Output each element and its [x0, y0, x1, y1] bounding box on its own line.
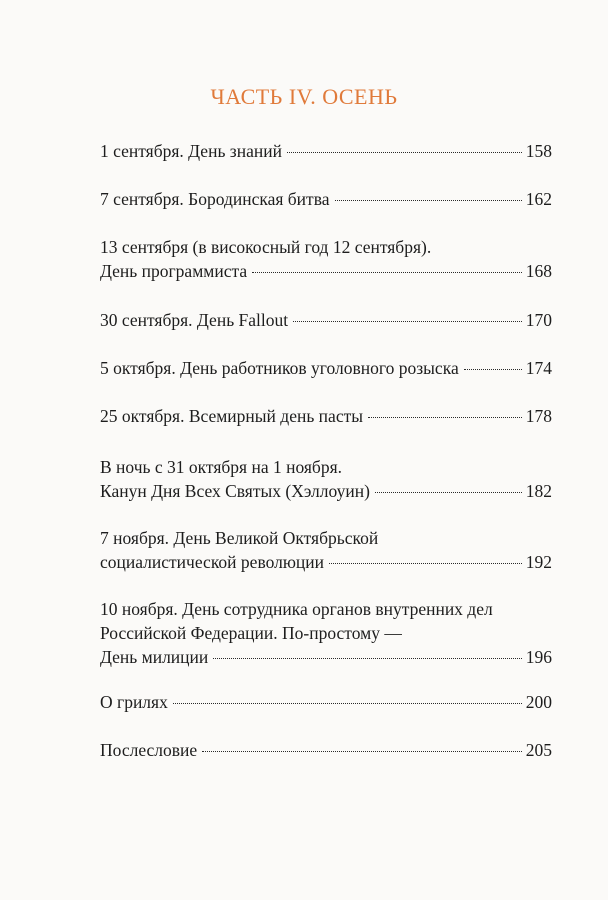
toc-entry-title: социалистической революции — [100, 552, 325, 572]
toc-entry — [100, 404, 552, 428]
toc-entry-title: 7 ноября. День Великой Октябрьской — [100, 528, 379, 548]
toc-entry — [100, 526, 552, 574]
toc-entry-title: 1 сентября. День знаний — [100, 141, 282, 161]
toc-page-number: 168 — [525, 261, 552, 281]
toc-entry-title: 7 сентября. Бородинская битва — [100, 189, 330, 209]
dot-leader — [335, 199, 522, 201]
toc-entry — [100, 187, 552, 211]
toc-entry-title: 30 сентября. День Fallout — [100, 310, 289, 330]
toc-page-number: 192 — [525, 552, 552, 572]
toc-entry-line — [100, 645, 552, 669]
toc-entry-title: О грилях — [100, 692, 168, 712]
toc-entry-line — [100, 235, 552, 259]
toc-entry-line — [100, 526, 552, 550]
toc-entry-line — [100, 187, 552, 211]
toc-page-number: 170 — [525, 310, 552, 330]
toc-entry-line — [100, 308, 552, 332]
dot-leader — [213, 657, 521, 659]
toc-entry-line — [100, 738, 552, 762]
toc-entry-line — [100, 690, 552, 714]
toc-entry-line — [100, 404, 552, 428]
toc-page-number: 174 — [525, 358, 552, 378]
toc-entry-title: Канун Дня Всех Святых (Хэллоуин) — [100, 481, 370, 501]
dot-leader — [202, 750, 522, 752]
toc-page-number: 158 — [525, 141, 552, 161]
toc-page-number: 162 — [525, 189, 552, 209]
toc-entry-title: 25 октября. Всемирный день пасты — [100, 406, 363, 426]
toc-entry — [100, 597, 552, 669]
dot-leader — [287, 151, 522, 153]
dot-leader — [368, 416, 522, 418]
dot-leader — [252, 271, 522, 273]
dot-leader — [293, 320, 522, 322]
toc-entry-line — [100, 259, 552, 283]
dot-leader — [329, 562, 522, 564]
toc-entry-line — [100, 550, 552, 574]
part-title: ЧАСТЬ IV. ОСЕНЬ — [210, 84, 398, 109]
toc-page-number: 196 — [525, 647, 552, 667]
toc-entry-title: 13 сентября (в високосный год 12 сентября). — [100, 237, 432, 257]
toc-entry — [100, 308, 552, 332]
toc-entry-line — [100, 455, 552, 479]
toc-entry — [100, 356, 552, 380]
toc-entry-line — [100, 139, 552, 163]
toc-entry-line — [100, 479, 552, 503]
toc-entry — [100, 690, 552, 714]
toc-entry-title: День программиста — [100, 261, 248, 281]
toc-entry-title: Российской Федерации. По-простому — — [100, 623, 402, 643]
toc-entry-title: 10 ноября. День сотрудника органов внутренних дел — [100, 599, 493, 619]
toc-entry — [100, 738, 552, 762]
toc-entry — [100, 235, 552, 283]
toc-page-number: 200 — [525, 692, 552, 712]
toc-entry-line — [100, 621, 552, 645]
toc-entry-title: День милиции — [100, 647, 209, 667]
toc-entry-title: Послесловие — [100, 740, 198, 760]
toc-entry-title: В ночь с 31 октября на 1 ноября. — [100, 457, 342, 477]
toc-page-number: 205 — [525, 740, 552, 760]
dot-leader — [464, 368, 522, 370]
toc-entry — [100, 455, 552, 503]
toc-entry-line — [100, 597, 552, 621]
dot-leader — [173, 702, 522, 704]
toc-entry — [100, 139, 552, 163]
toc-entry-title: 5 октября. День работников уголовного розыска — [100, 358, 459, 378]
toc-page-number: 178 — [525, 406, 552, 426]
toc-page-number: 182 — [525, 481, 552, 501]
dot-leader — [375, 491, 522, 493]
toc-entry-line — [100, 356, 552, 380]
